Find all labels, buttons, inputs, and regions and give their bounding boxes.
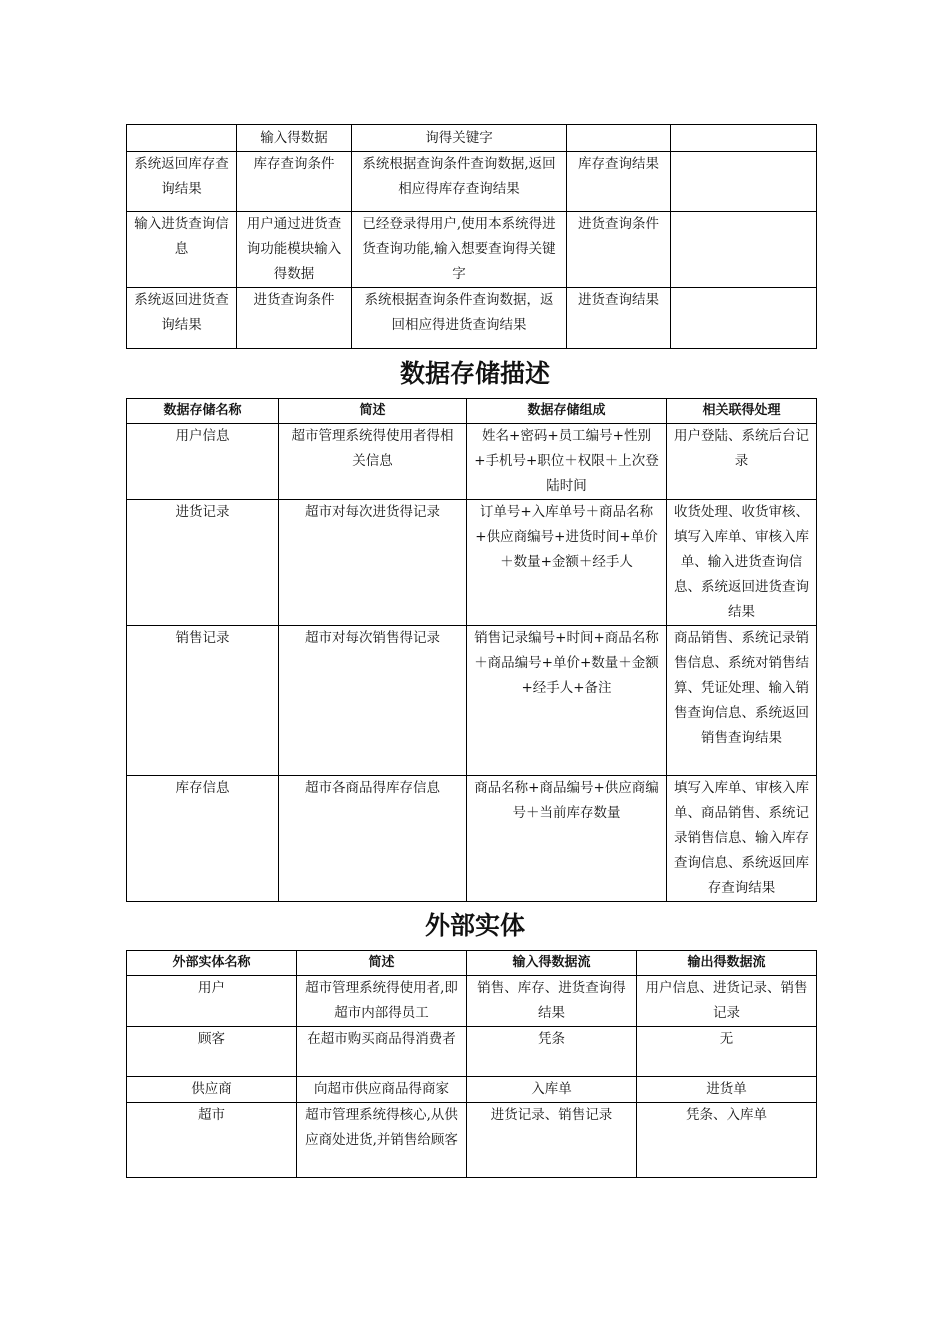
table-cell	[671, 152, 817, 212]
table-cell: 填写入库单、审核入库单、商品销售、系统记录销售信息、输入库存查询信息、系统返回库存查询结果	[667, 776, 817, 902]
section-title: 外部实体	[424, 911, 525, 940]
table-row	[127, 1077, 817, 1103]
table-cell: 在超市购买商品得消费者	[297, 1027, 467, 1077]
table-cell: 销售记录编号+时间+商品名称＋商品编号+单价+数量＋金额+经手人+备注	[467, 626, 667, 776]
table-cell	[567, 125, 671, 152]
data-flow-table	[126, 124, 817, 349]
table-cell: 超市对每次进货得记录	[279, 500, 467, 626]
table-cell	[671, 212, 817, 288]
table-cell: 输入进货查询信息	[127, 212, 237, 288]
table-cell: 系统返回库存查询结果	[127, 152, 237, 212]
table-cell: 进货记录、销售记录	[467, 1103, 637, 1178]
table-cell: 顾客	[127, 1027, 297, 1077]
external-entity-table	[126, 950, 817, 1178]
table-cell: 超市管理系统得核心,从供应商处进货,并销售给顾客	[297, 1103, 467, 1178]
table-cell: 凭条	[467, 1027, 637, 1077]
column-header: 输出得数据流	[637, 951, 817, 976]
table-cell: 系统返回进货查询结果	[127, 288, 237, 349]
table-cell: 进货记录	[127, 500, 279, 626]
column-header: 相关联得处理	[667, 399, 817, 424]
table-cell: 姓名+密码+员工编号+性别+手机号+职位＋权限＋上次登陆时间	[467, 424, 667, 500]
column-header: 简述	[297, 951, 467, 976]
table-cell: 超市	[127, 1103, 297, 1178]
table-cell: 销售、库存、进货查询得结果	[467, 976, 637, 1027]
table-cell: 系统根据查询条件查询数据，返回相应得进货查询结果	[352, 288, 567, 349]
table-cell: 库存信息	[127, 776, 279, 902]
table-cell	[671, 125, 817, 152]
table-row	[127, 288, 817, 349]
table-cell: 进货查询条件	[237, 288, 352, 349]
column-header: 外部实体名称	[127, 951, 297, 976]
table-row	[127, 1027, 817, 1077]
table-cell: 超市管理系统得使用者得相关信息	[279, 424, 467, 500]
table-cell: 输入得数据	[237, 125, 352, 152]
table-cell: 超市各商品得库存信息	[279, 776, 467, 902]
table-cell: 用户信息	[127, 424, 279, 500]
column-header: 简述	[279, 399, 467, 424]
table-cell: 询得关键字	[352, 125, 567, 152]
table-cell: 库存查询结果	[567, 152, 671, 212]
table-cell: 用户登陆、系统后台记录	[667, 424, 817, 500]
table-cell: 超市对每次销售得记录	[279, 626, 467, 776]
table-cell: 库存查询条件	[237, 152, 352, 212]
table-cell: 凭条、入库单	[637, 1103, 817, 1178]
table-row	[127, 1103, 817, 1178]
table-row	[127, 500, 817, 626]
table-cell: 订单号+入库单号＋商品名称+供应商编号+进货时间+单价＋数量+金额＋经手人	[467, 500, 667, 626]
table-cell: 超市管理系统得使用者,即超市内部得员工	[297, 976, 467, 1027]
table-cell: 销售记录	[127, 626, 279, 776]
table-cell: 进货查询结果	[567, 288, 671, 349]
table-cell: 供应商	[127, 1077, 297, 1103]
table-cell: 已经登录得用户,使用本系统得进货查询功能,输入想要查询得关键字	[352, 212, 567, 288]
table-row	[127, 212, 817, 288]
column-header: 数据存储名称	[127, 399, 279, 424]
table-cell	[127, 125, 237, 152]
table-cell: 用户信息、进货记录、销售记录	[637, 976, 817, 1027]
table-row	[127, 776, 817, 902]
table-cell: 进货单	[637, 1077, 817, 1103]
table-cell: 收货处理、收货审核、填写入库单、审核入库单、输入进货查询信息、系统返回进货查询结果	[667, 500, 817, 626]
table-cell: 商品销售、系统记录销售信息、系统对销售结算、凭证处理、输入销售查询信息、系统返回销售查询结果	[667, 626, 817, 776]
table-cell: 用户	[127, 976, 297, 1027]
table-cell: 商品名称+商品编号+供应商编号＋当前库存数量	[467, 776, 667, 902]
table-header-row	[127, 399, 817, 424]
table-row	[127, 626, 817, 776]
table-row	[127, 976, 817, 1027]
table-cell: 入库单	[467, 1077, 637, 1103]
table-row	[127, 424, 817, 500]
table-row	[127, 125, 817, 152]
table-cell: 向超市供应商品得商家	[297, 1077, 467, 1103]
table-row	[127, 152, 817, 212]
table-cell: 无	[637, 1027, 817, 1077]
table-cell: 用户通过进货查询功能模块输入得数据	[237, 212, 352, 288]
table-header-row	[127, 951, 817, 976]
table-cell: 系统根据查询条件查询数据,返回相应得库存查询结果	[352, 152, 567, 212]
table-cell: 进货查询条件	[567, 212, 671, 288]
column-header: 数据存储组成	[467, 399, 667, 424]
section-title: 数据存储描述	[399, 359, 550, 388]
table-cell	[671, 288, 817, 349]
data-storage-table	[126, 398, 817, 902]
column-header: 输入得数据流	[467, 951, 637, 976]
